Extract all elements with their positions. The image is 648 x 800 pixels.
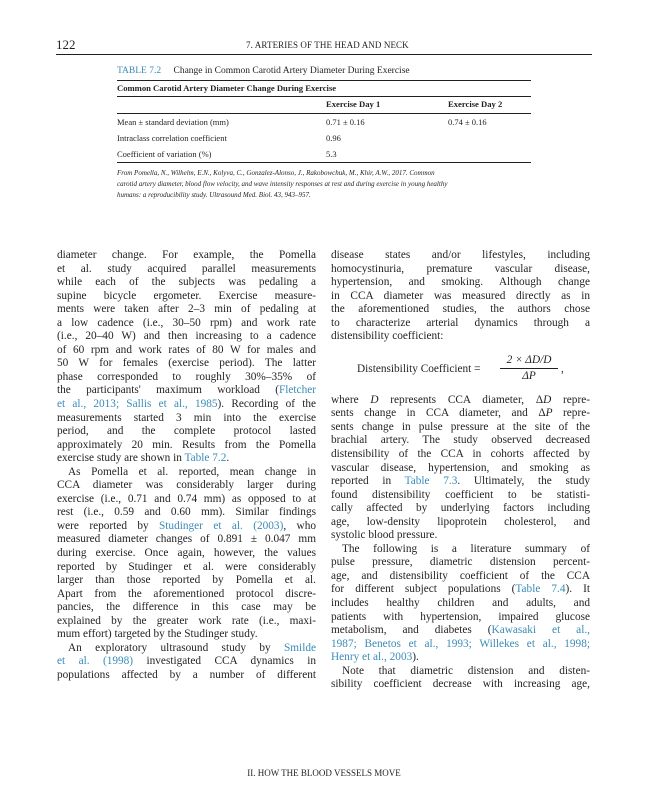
cell-day1: 0.71 ± 0.16	[326, 117, 365, 127]
citation-link[interactable]: Fletcher	[278, 384, 316, 397]
paragraph: diameter change. For example, the Pomella et al. study acquired parallel measurements while each of the subjects was pedaling a supine bicycle ergometer. Exercise measure- ments were taken after 2–3 min of pedaling at a low cadence (i.e., 30–50 rpm) and work rate (i.e., 20–40 W) and then increasing to a cadence of 60 rpm and work rates of 80 W for males and 50 W for females (exercise period). The latter phase corresponded to roughly 30%–35% of the participants' maximum workload (Fletcher et al., 2013; Sallis et al., 1985). Recording of the measurements started 3 min into the exercise period, and the complete protocol lasted approximately 20 min. Results from the Pomella exercise study are shown in Table 7.2.	[57, 249, 316, 465]
citation-link[interactable]: et al., 2013; Sallis et al., 1985	[57, 398, 218, 411]
equation-denominator: ΔP	[522, 369, 536, 382]
page-footer: II. HOW THE BLOOD VESSELS MOVE	[247, 768, 401, 778]
row-label: Mean ± standard deviation (mm)	[117, 117, 229, 127]
equation-lhs: Distensibility Coefficient =	[357, 362, 481, 375]
table-label: TABLE 7.2	[117, 66, 162, 76]
table-title: Change in Common Carotid Artery Diameter During Exercise	[173, 66, 410, 76]
table-7-2	[117, 66, 531, 201]
paragraph: An exploratory ultrasound study by Smilde et al. (1998) investigated CCA dynamics in populations affected by a number of different	[57, 641, 316, 681]
equation-numerator: 2 × ΔD/D	[500, 353, 558, 369]
column-header-day2: Exercise Day 2	[448, 99, 503, 109]
table-source-note: From Pomella, N., Wilhelm, E.N., Kolyva, C., Gonzalez-Alonso, J., Rakobowchuk, M., Khir, A.W., 2017. Common carotid artery diameter, blood flow velocity, and wave intensity responses at rest and during exercise in young healthy humans: a reproducibility study. Ultrasound Med. Biol. 43, 943–957.	[117, 169, 448, 199]
body-column-left	[57, 249, 316, 683]
page-number: 122	[56, 37, 76, 52]
paragraph: disease states and/or lifestyles, including homocystinuria, premature vascular disease, hypertension, and smoking. Although change in CCA diameter was measured directly as in the aforementioned studies, the authors chose to characterize arterial dynamics through a distensibility coefficient:	[331, 249, 590, 343]
paragraph: Note that diametric distension and disten- sibility coefficient decrease with increasing age,	[331, 664, 590, 691]
running-head: 7. ARTERIES OF THE HEAD AND NECK	[246, 40, 409, 50]
paragraph: As Pomella et al. reported, mean change in CCA diameter was considerably larger during exercise (i.e., 0.71 and 0.74 mm) as opposed to at rest (i.e., 0.59 and 0.60 mm). Similar findings were reported by Studinger et al. (2003), who measured diameter changes of 0.891 ± 0.047 mm during exercise. Once again, however, the values reported by Studinger et al. were considerably larger than those reported by Pomella et al. Apart from the aforementioned protocol discre- pancies, the difference in this case may be explained by the greater work rate (i.e., maxi- mum effort) targeted by the Studinger study.	[57, 465, 316, 641]
citation-link[interactable]: Kawasaki et al.,	[491, 624, 590, 637]
table-link[interactable]: Table 7.3	[404, 475, 458, 488]
table-column-headers	[117, 97, 531, 113]
table-row	[117, 146, 531, 162]
equation-fraction	[500, 353, 558, 383]
paragraph: where D represents CCA diameter, ΔD repre- sents change in CCA diameter, and ΔP repre- sents change in pulse pressure at the site of the brachial artery. The study observed decreased distensibility of the CCA in cohorts affected by vascular disease, hypertension, and smoking as reported in Table 7.3. Ultimately, the study found distensibility coefficient to be statisti- cally affected by underlying factors including age, low-density lipoprotein cholesterol, and systolic blood pressure.	[331, 393, 590, 542]
row-label: Coefficient of variation (%)	[117, 149, 212, 159]
citation-link[interactable]: Henry et al., 2003	[331, 651, 413, 664]
row-label: Intraclass correlation coefficient	[117, 133, 227, 143]
distensibility-equation: Distensibility Coefficient = $\frac{2 \times \Delta D/D}{\Delta P}$ ,	[357, 353, 564, 382]
cell-day2: 0.74 ± 0.16	[448, 117, 487, 127]
column-header-day1: Exercise Day 1	[326, 99, 381, 109]
citation-link[interactable]: 1987; Benetos et al., 1993; Willekes et al., 1998;	[331, 637, 590, 650]
table-link[interactable]: Table 7.4	[515, 583, 566, 596]
body-column-right	[331, 249, 590, 692]
cell-day1: 5.3	[326, 149, 337, 159]
cell-day1: 0.96	[326, 133, 341, 143]
table-link[interactable]: Table 7.2	[184, 452, 227, 465]
table-row	[117, 130, 531, 146]
paragraph: The following is a literature summary of pulse pressure, diametric distension percent- age, and distensibility coefficient of the CCA for different subject populations (Table 7.4). It includes healthy children and adults, and patients with hypertension, impaired glucose metabolism, and diabetes (Kawasaki et al., 1987; Benetos et al., 1993; Willekes et al., 1998; Henry et al., 2003).	[331, 542, 591, 664]
table-group-header: Common Carotid Artery Diameter Change During Exercise	[117, 83, 337, 93]
table-bottom-rule	[117, 162, 531, 163]
table-row	[117, 114, 531, 130]
page-header	[56, 36, 592, 55]
table-caption	[117, 66, 531, 80]
citation-link[interactable]: et al. (1998)	[57, 655, 134, 668]
citation-link[interactable]: Studinger et al. (2003)	[159, 519, 284, 532]
citation-link[interactable]: Smilde	[283, 641, 316, 654]
